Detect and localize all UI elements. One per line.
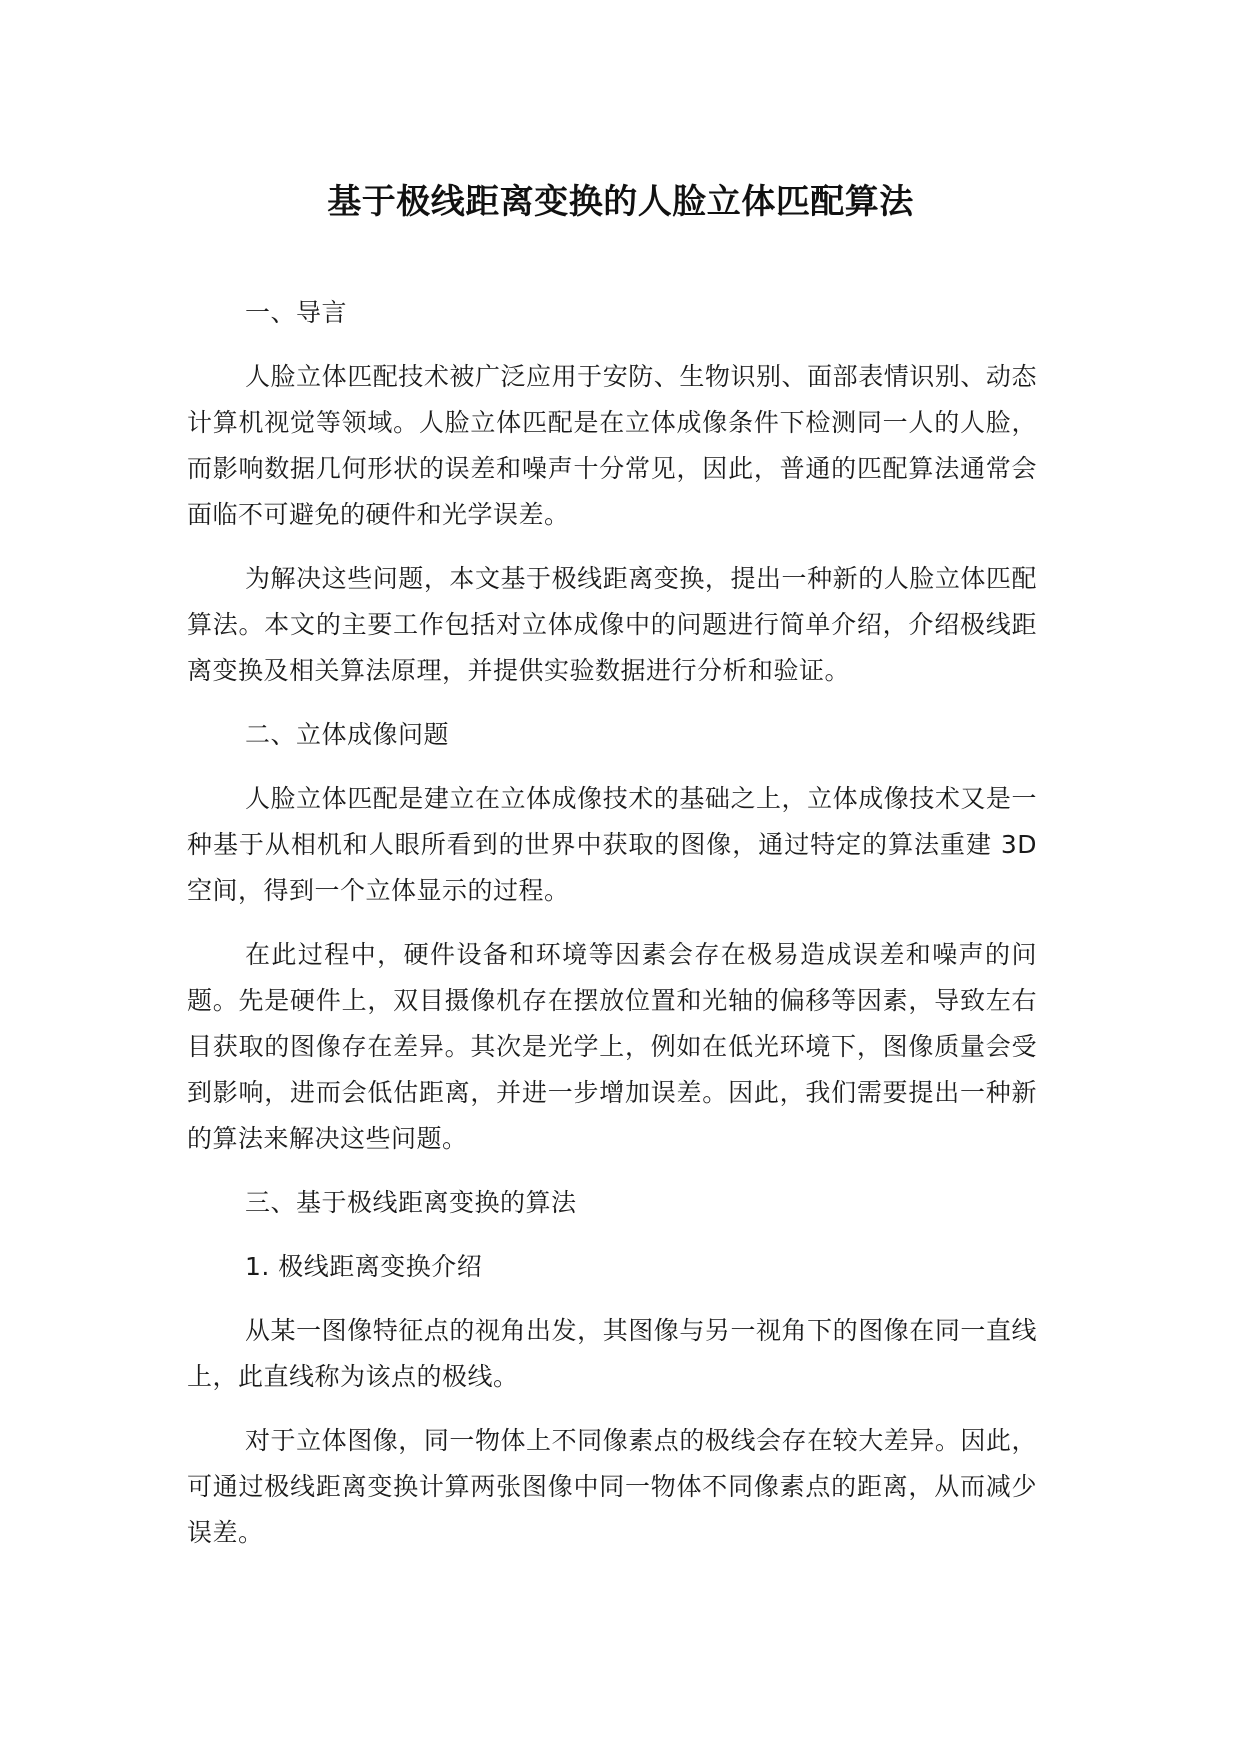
paragraph: 对于立体图像，同一物体上不同像素点的极线会存在较大差异。因此，可通过极线距离变换计算两张图像中同一物体不同像素点的距离，从而减少误差。 [187,1426,1037,1547]
paragraph: 人脸立体匹配是建立在立体成像技术的基础之上，立体成像技术又是一种基于从相机和人眼所看到的世界中获取的图像，通过特定的算法重建 3D 空间，得到一个立体显示的过程。 [187,784,1037,905]
section-heading-stereo-imaging: 二、立体成像问题 [245,720,450,749]
subsection-heading-epipolar-transform: 1. 极线距离变换介绍 [245,1252,483,1281]
paragraph: 从某一图像特征点的视角出发，其图像与另一视角下的图像在同一直线上，此直线称为该点的极线。 [187,1316,1037,1391]
document-title: 基于极线距离变换的人脸立体匹配算法 [327,182,914,222]
document-body [187,290,1037,1574]
paragraph: 在此过程中，硬件设备和环境等因素会存在极易造成误差和噪声的问题。先是硬件上，双目摄像机存在摆放位置和光轴的偏移等因素，导致左右目获取的图像存在差异。其次是光学上，例如在低光环境下，图像质量会受到影响，进而会低估距离，并进一步增加误差。因此，我们需要提出一种新的算法来解决这些问题。 [187,940,1037,1153]
section-heading-introduction: 一、导言 [245,298,348,327]
paragraph: 人脸立体匹配技术被广泛应用于安防、生物识别、面部表情识别、动态计算机视觉等领域。人脸立体匹配是在立体成像条件下检测同一人的人脸，而影响数据几何形状的误差和噪声十分常见，因此，普通的匹配算法通常会面临不可避免的硬件和光学误差。 [187,362,1037,529]
paragraph: 为解决这些问题，本文基于极线距离变换，提出一种新的人脸立体匹配算法。本文的主要工作包括对立体成像中的问题进行简单介绍，介绍极线距离变换及相关算法原理，并提供实验数据进行分析和验证。 [187,564,1037,685]
section-heading-algorithm: 三、基于极线距离变换的算法 [245,1188,577,1217]
